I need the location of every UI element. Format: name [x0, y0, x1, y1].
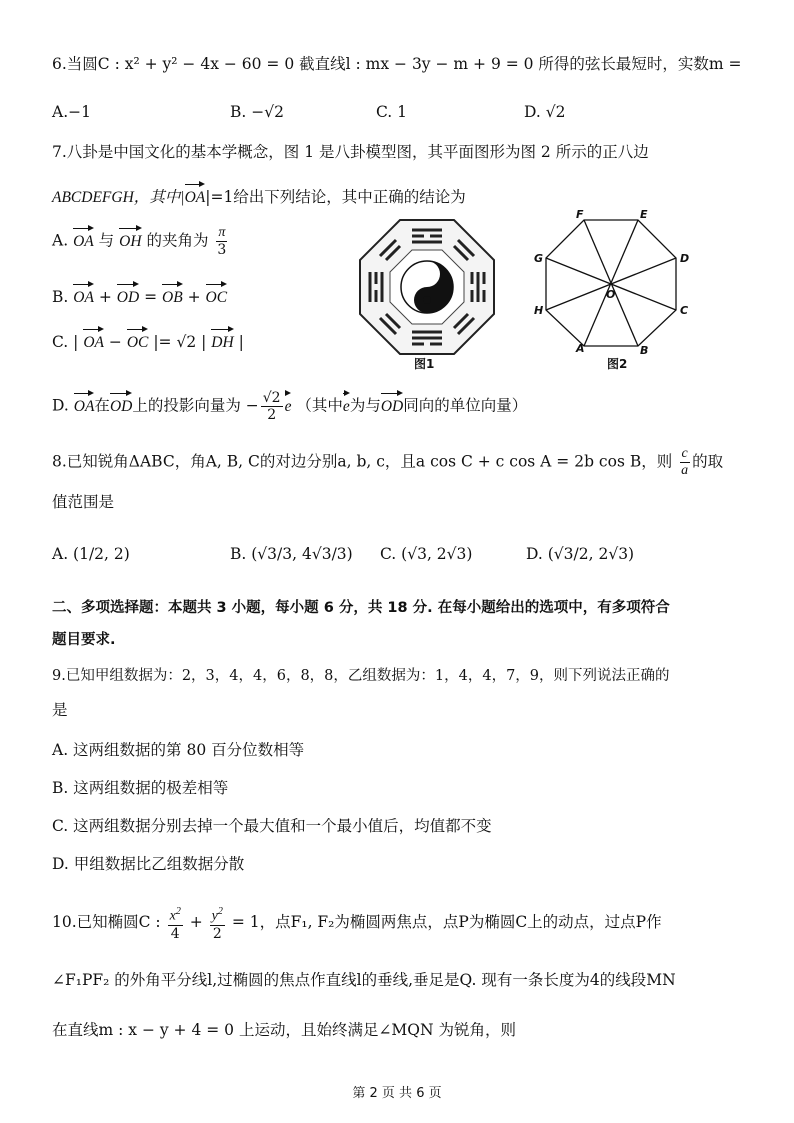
- vector-od: OD: [381, 391, 403, 419]
- q7-option-d: [52, 390, 527, 423]
- q10-line2: ∠F₁PF₂ 的外角平分线l,过椭圆的焦点作直线l的垂线,垂足是Q. 现有一条长度为4的线段MN: [52, 971, 676, 989]
- fraction-pi-3: [215, 225, 228, 258]
- denominator: 4: [170, 925, 180, 942]
- q8-option-c: C. (√3, 2√3): [380, 545, 473, 563]
- denominator: 2: [212, 925, 222, 942]
- q6-option-d: D. √2: [524, 103, 566, 121]
- q6-option-b: B. −√2: [230, 103, 284, 121]
- vector-oh: OH: [119, 226, 141, 254]
- q9-option-d: D. 甲组数据比乙组数据分散: [52, 855, 245, 873]
- q9-line1: 9.已知甲组数据为：2，3，4，4，6，8，8，乙组数据为：1，4，4，7，9，则下列说法正确的: [52, 668, 670, 684]
- option-label: C.: [52, 333, 69, 351]
- vector-oc: OC: [127, 327, 149, 355]
- unit-vector-e: e: [285, 391, 292, 419]
- q8-option-d: D. (√3/2, 2√3): [526, 545, 635, 563]
- q6-option-c: C. 1: [376, 103, 408, 121]
- q9-option-b: B. 这两组数据的极差相等: [52, 779, 229, 797]
- vertex-label-a: A: [576, 342, 585, 355]
- q7-line1: 7.八卦是中国文化的基本学概念，图 1 是八卦模型图，其平面图形为图 2 所示的正八边: [52, 143, 649, 161]
- text: 的夹角为: [146, 231, 209, 250]
- text: 上的投影向量为 −: [132, 396, 259, 415]
- q9-option-c: C. 这两组数据分别去掉一个最大值和一个最小值后，均值都不变: [52, 817, 492, 835]
- vector-od: OD: [110, 391, 132, 419]
- fraction-c-a: [679, 446, 690, 479]
- vertex-label-d: D: [680, 252, 690, 265]
- q9-option-a: A. 这两组数据的第 80 百分位数相等: [52, 741, 305, 759]
- option-label: A.: [52, 231, 69, 250]
- fraction-y2-2: [210, 904, 225, 942]
- q8-line1-tail: 的取: [692, 452, 724, 471]
- q10-line1-prefix: 10.已知椭圆C :: [52, 912, 161, 931]
- figure-2-caption: 图2: [607, 357, 628, 371]
- text: 在: [94, 396, 110, 415]
- option-label: D.: [52, 396, 69, 415]
- vertex-label-h: H: [534, 304, 544, 317]
- vector-ob: OB: [162, 282, 183, 310]
- q9-line2: 是: [52, 701, 68, 719]
- q7-line2-prefix: ABCDEFGH，其中|: [52, 189, 185, 206]
- figure-1-caption: 图1: [414, 357, 435, 371]
- octagon-figure: [528, 210, 700, 358]
- q8-option-b: B. (√3/3, 4√3/3): [230, 545, 353, 563]
- text: 为与: [349, 396, 381, 415]
- vertex-label-b: B: [640, 344, 649, 357]
- bagua-figure: [356, 216, 498, 358]
- denominator: 3: [217, 242, 227, 258]
- q10-line1-suffix: = 1，点F₁, F₂为椭圆两焦点，点P为椭圆C上的动点，过点P作: [231, 912, 662, 931]
- option-label: B.: [52, 288, 69, 306]
- q8-line1-text: 8.已知锐角ΔABC，角A, B, C的对边分别a, b, c，且a cos C + c cos A = 2b cos B，则: [52, 452, 673, 471]
- q7-line2: [52, 182, 754, 210]
- denominator: 2: [267, 407, 277, 423]
- numerator: π: [218, 225, 226, 240]
- vector-oc: OC: [206, 282, 228, 310]
- text: |= √2 |: [153, 333, 207, 351]
- q6-option-a: A.−1: [52, 103, 91, 121]
- section-2-heading: 二、多项选择题：本题共 3 小题，每小题 6 分，共 18 分. 在每小题给出的选项中，有多项符合: [52, 600, 670, 616]
- q8-line2: 值范围是: [52, 493, 115, 511]
- vertex-label-f: F: [576, 210, 584, 221]
- vertex-label-c: C: [680, 304, 689, 317]
- q7-line2-suffix: |=1给出下列结论，其中正确的结论为: [205, 188, 466, 206]
- text: 同向的单位向量）: [403, 396, 528, 415]
- text: 与: [98, 231, 115, 250]
- vector-oa: OA: [74, 391, 95, 419]
- q10-line1: 10.已知椭圆C : $\frac{x^2}{4}$ + $\frac{y^2}{2}$ = 1，点F₁, F₂为椭圆两焦点，点P为椭圆C上的动点，过点P作: [52, 906, 662, 942]
- denominator: a: [681, 463, 689, 478]
- vector-dh: DH: [211, 327, 233, 355]
- yin-yang-icon: [401, 261, 453, 313]
- vector-od: OD: [117, 282, 139, 310]
- numerator: $y^2$: [211, 906, 223, 924]
- q7-option-a: [52, 225, 230, 258]
- numerator: c: [681, 446, 688, 461]
- q8-line1: [52, 446, 754, 479]
- numerator: $x^2$: [169, 906, 181, 924]
- center-label-o: O: [606, 288, 616, 301]
- text: （其中: [296, 396, 343, 415]
- unit-vector-e: e: [343, 391, 350, 419]
- numerator: √2: [262, 390, 281, 406]
- vector-oa: OA: [73, 226, 94, 254]
- q10-line3: 在直线m : x − y + 4 = 0 上运动，且始终满足∠MQN 为锐角，则: [52, 1021, 517, 1039]
- q6-stem: 6.当圆C : x² + y² − 4x − 60 = 0 截直线l : mx − 3y − m + 9 = 0 所得的弦长最短时，实数m =: [52, 55, 742, 73]
- fraction-x2-4: [168, 904, 183, 942]
- vertex-label-e: E: [640, 210, 648, 221]
- fraction-sqrt2-2: [261, 390, 283, 423]
- vector-oa: OA: [185, 182, 206, 210]
- page-footer: 第 2 页 共 6 页: [352, 1086, 442, 1101]
- vertex-label-g: G: [534, 252, 544, 265]
- q7-option-c: C. | OA − OC |= √2 | DH |: [52, 327, 244, 355]
- q7-option-b: B. OA + OD = OB + OC: [52, 282, 227, 310]
- section-2-heading-cont: 题目要求.: [52, 632, 116, 648]
- vector-oa: OA: [83, 327, 104, 355]
- vector-oa: OA: [73, 282, 94, 310]
- q8-option-a: A. (1/2, 2): [52, 545, 130, 563]
